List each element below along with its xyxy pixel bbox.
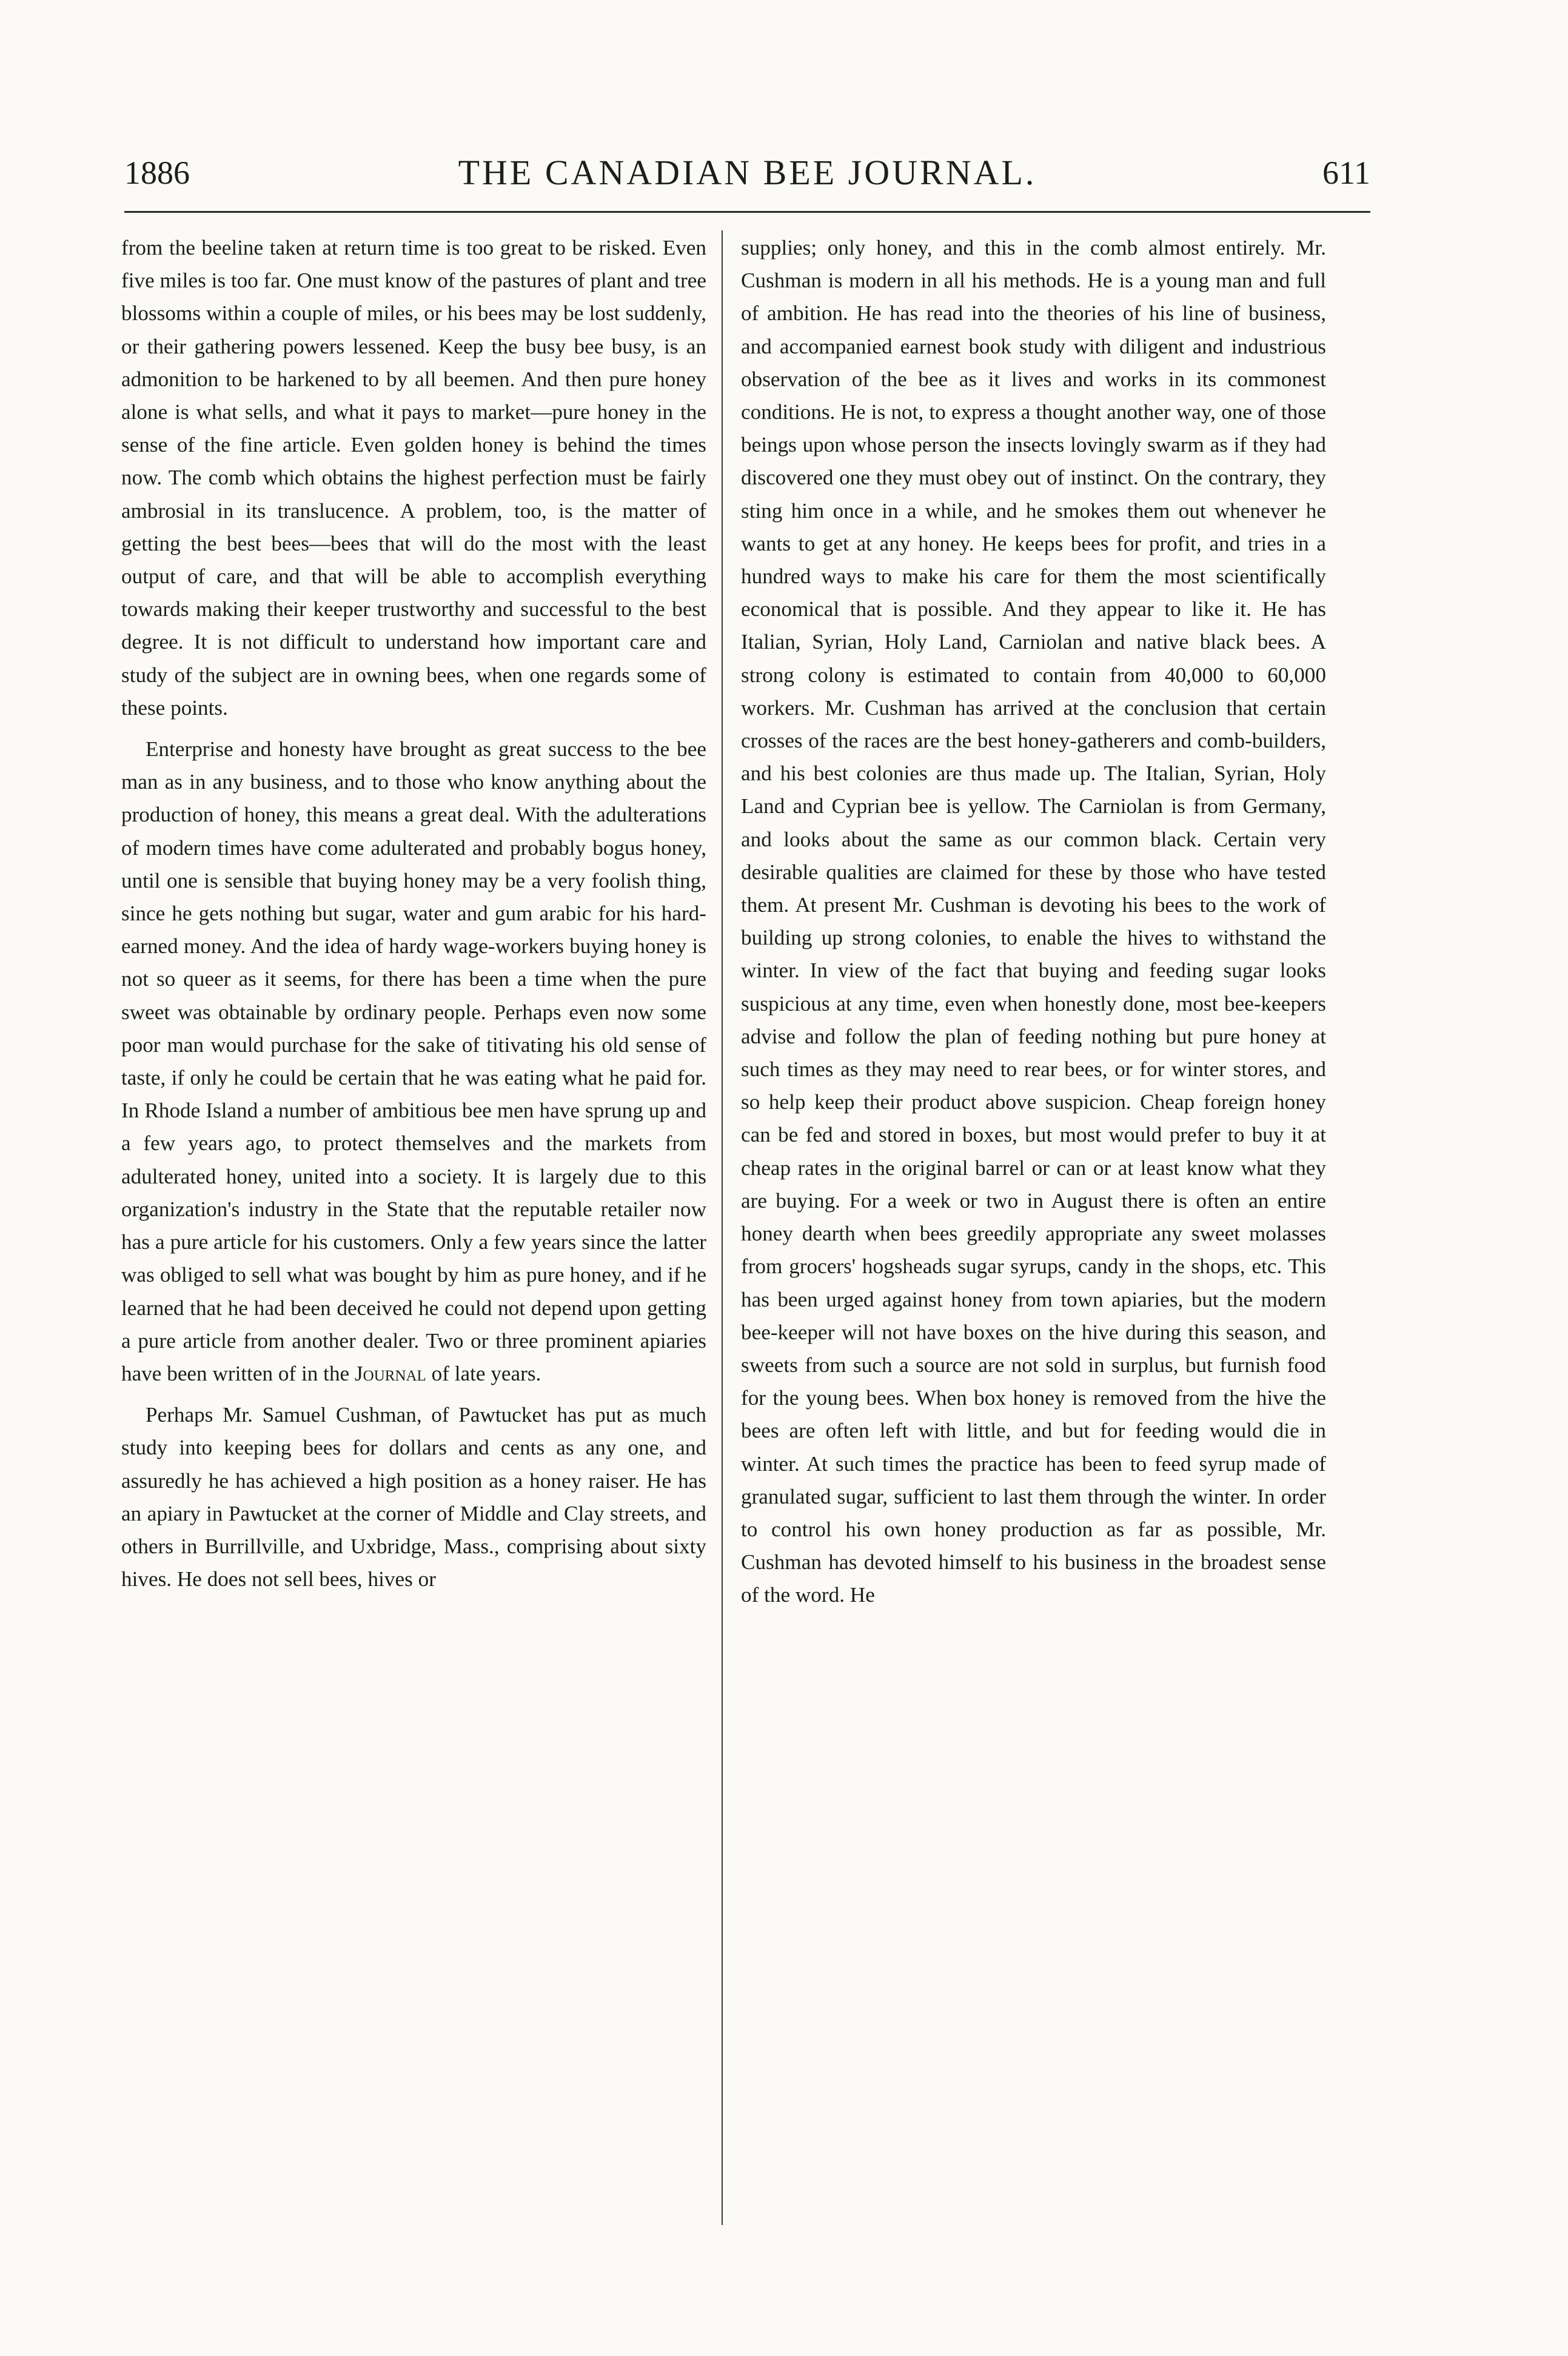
left-column [121,232,706,1596]
journal-title: THE CANADIAN BEE JOURNAL. [458,153,1037,192]
paragraph-text: Enterprise and honesty have brought as great success to the bee man as in any business, and to those who know anything about the production of honey, this means a great deal. With the adulterations of modern times have come adulterated and probably bogus honey, until one is sensible that buying honey may be a very foolish thing, since he gets nothing but sugar, water and gum arabic for his hard-earned money. And the idea of hardy wage-workers buying honey is not so queer as it seems, for there has been a time when the pure sweet was obtainable by ordinary people. Perhaps even now some poor man would purchase for the sake of titivating his old sense of taste, if only he could be certain that he was eating what he paid for. In Rhode Island a number of ambitious bee men have sprung up and a few years ago, to protect themselves and the markets from adulterated honey, united into a society. It is largely due to this organization's industry in the State that the reputable retailer now has a pure article for his customers. Only a few years since the latter was obliged to sell what was bought by him as pure honey, and if he learned that he had been deceived he could not depend upon getting a pure article from another dealer. Two or three prominent apiaries have been written of in the [121,737,706,1385]
column-divider [722,230,723,2225]
header-year: 1886 [124,155,190,191]
paragraph-continued: from the beeline taken at return time is too great to be risked. Even five miles is too far. One must know of the pastures of plant and tree blossoms within a couple of miles, or his bees may be lost suddenly, or their gathering powers lessened. Keep the busy bee busy, is an admonition to be harkened to by all beemen. And then pure honey alone is what sells, and what it pays to market—pure honey in the sense of the fine article. Even golden honey is behind the times now. The comb which obtains the highest perfection must be fairly ambrosial in its translucence. A problem, too, is the matter of getting the best bees—bees that will do the most with the least output of care, and that will be able to accomplish everything towards making their keeper trustworthy and successful to the best degree. It is not difficult to understand how important care and study of the subject are in owning bees, when one regards some of these points. [121,236,706,720]
journal-reference: Journal [354,1361,426,1385]
right-column [741,232,1326,1612]
paragraph-cushman: Perhaps Mr. Samuel Cushman, of Pawtucket has put as much study into keeping bees for dollars and cents as any one, and assuredly he has achieved a high position as a honey raiser. He has an apiary in Pawtucket at the corner of Middle and Clay streets, and others in Burrillville, and Uxbridge, Mass., comprising about sixty hives. He does not sell bees, hives or [121,1403,706,1591]
page-number: 611 [1322,155,1370,191]
page-header [124,152,1370,200]
paragraph-text-end: of late years. [431,1361,541,1385]
paragraph-supplies: supplies; only honey, and this in the comb almost entirely. Mr. Cushman is modern in all his methods. He is a young man and full of ambition. He has read into the theories of his line of business, and accompanied earnest book study with diligent and industrious observation of the bee as it lives and works in its commonest conditions. He is not, to express a thought another way, one of those beings upon whose person the insects lovingly swarm as if they had discovered one they must obey out of instinct. On the contrary, they sting him once in a while, and he smokes them out whenever he wants to get at any honey. He keeps bees for profit, and tries in a hundred ways to make his care for them the most scientifically economical that is possible. And they appear to like it. He has Italian, Syrian, Holy Land, Carniolan and native black bees. A strong colony is estimated to contain from 40,000 to 60,000 workers. Mr. Cushman has arrived at the conclusion that certain crosses of the races are the best honey-gatherers and comb-builders, and his best colonies are thus made up. The Italian, Syrian, Holy Land and Cyprian bee is yellow. The Carniolan is from Germany, and looks about the same as our common black. Certain very desirable qualities are claimed for these by those who have tested them. At present Mr. Cushman is devoting his bees to the work of building up strong colonies, to enable the hives to withstand the winter. In view of the fact that buying and feeding sugar looks suspicious at any time, even when honestly done, most bee-keepers advise and follow the plan of feeding nothing but pure honey at such times as they may need to rear bees, or for winter stores, and so help keep their product above suspicion. Cheap foreign honey can be fed and stored in boxes, but most would prefer to buy it at cheap rates in the original barrel or can or at least know what they are buying. For a week or two in August there is often an entire honey dearth when bees greedily appropriate any sweet molasses from grocers' hogsheads sugar syrups, candy in the shops, etc. This has been urged against honey from town apiaries, but the modern bee-keeper will not have boxes on the hive during this season, and sweets from such a source are not sold in surplus, but furnish food for the young bees. When box honey is removed from the hive the bees are often left with little, and but for feeding would die in winter. At such times the practice has been to feed syrup made of granulated sugar, sufficient to last them through the winter. In order to control his own honey production as far as possible, Mr. Cushman has devoted himself to his business in the broadest sense of the word. He [741,236,1326,1607]
header-rule [124,211,1370,213]
paragraph-enterprise [121,733,706,1390]
